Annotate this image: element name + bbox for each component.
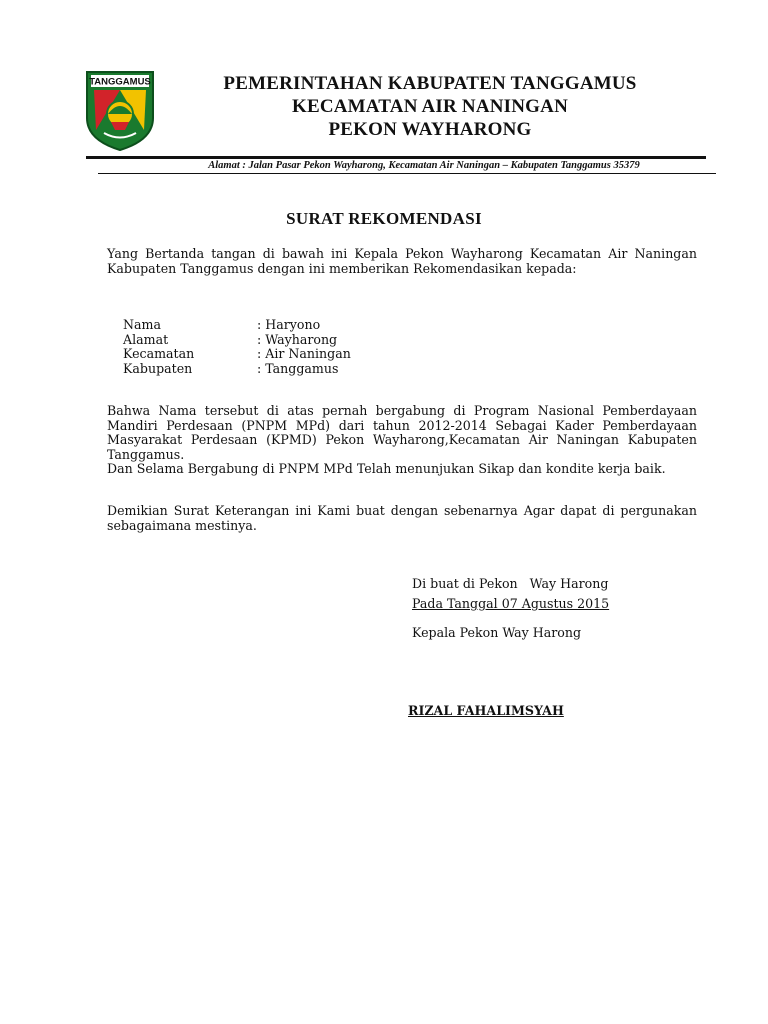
letterhead-district: KECAMATAN AIR NANINGAN: [291, 96, 569, 117]
recipient-details: [123, 318, 351, 376]
letterhead-title: [160, 72, 700, 141]
logo-text: TANGGAMUS: [89, 76, 151, 88]
signature-place: Di buat di Pekon Way Harong: [412, 576, 609, 591]
field-row-kabupaten: [123, 362, 351, 377]
body-paragraph-program: Bahwa Nama tersebut di atas pernah bergabung di Program Nasional Pemberdayaan Mandiri Perdesaan (PNPM MPd) dari tahun 2012-2014 Sebagai Kader Pemberdayaan Masyarakat Perdesaan (KPMD) Pekon Wayharong,Kecamatan Air Naningan Kabupaten Tanggamus.: [107, 403, 697, 462]
body-paragraph: [107, 404, 697, 477]
field-label: Kecamatan: [123, 346, 195, 361]
letter-title: SURAT REKOMENDASI: [286, 209, 482, 228]
field-row-nama: [123, 318, 351, 333]
letterhead-government: PEMERINTAHAN KABUPATEN TANGGAMUS: [223, 73, 637, 94]
field-value: : Tanggamus: [257, 360, 339, 376]
letterhead-village: PEKON WAYHARONG: [328, 119, 532, 140]
closing-paragraph: Demikian Surat Keterangan ini Kami buat dengan sebenarnya Agar dapat di pergunakan sebagaimana mestinya.: [107, 503, 697, 533]
signatory-name: RIZAL FAHALIMSYAH: [408, 703, 564, 718]
intro-paragraph: Yang Bertanda tangan di bawah ini Kepala Pekon Wayharong Kecamatan Air Naningan Kabupaten Tanggamus dengan ini memberikan Rekomendasikan kepada:: [107, 246, 697, 276]
field-row-kecamatan: [123, 347, 351, 362]
signature-position: Kepala Pekon Way Harong: [412, 625, 582, 640]
field-label: Alamat: [123, 331, 169, 347]
field-label: Nama: [123, 317, 161, 332]
regency-logo: [84, 70, 156, 152]
body-paragraph-conduct: Dan Selama Bergabung di PNPM MPd Telah menunjukan Sikap dan kondite kerja baik.: [107, 461, 666, 476]
field-value: : Wayharong: [257, 331, 338, 347]
field-value: : Air Naningan: [257, 346, 351, 361]
letterhead-divider-thin: [98, 173, 716, 174]
field-label: Kabupaten: [123, 360, 193, 376]
field-value: : Haryono: [257, 317, 321, 332]
field-row-alamat: [123, 333, 351, 348]
letterhead-address: Alamat : Jalan Pasar Pekon Wayharong, Kecamatan Air Naningan – Kabupaten Tanggamus 35379: [208, 160, 640, 171]
letterhead-divider-thick: [86, 156, 706, 159]
signature-date: Pada Tanggal 07 Agustus 2015: [412, 596, 610, 611]
